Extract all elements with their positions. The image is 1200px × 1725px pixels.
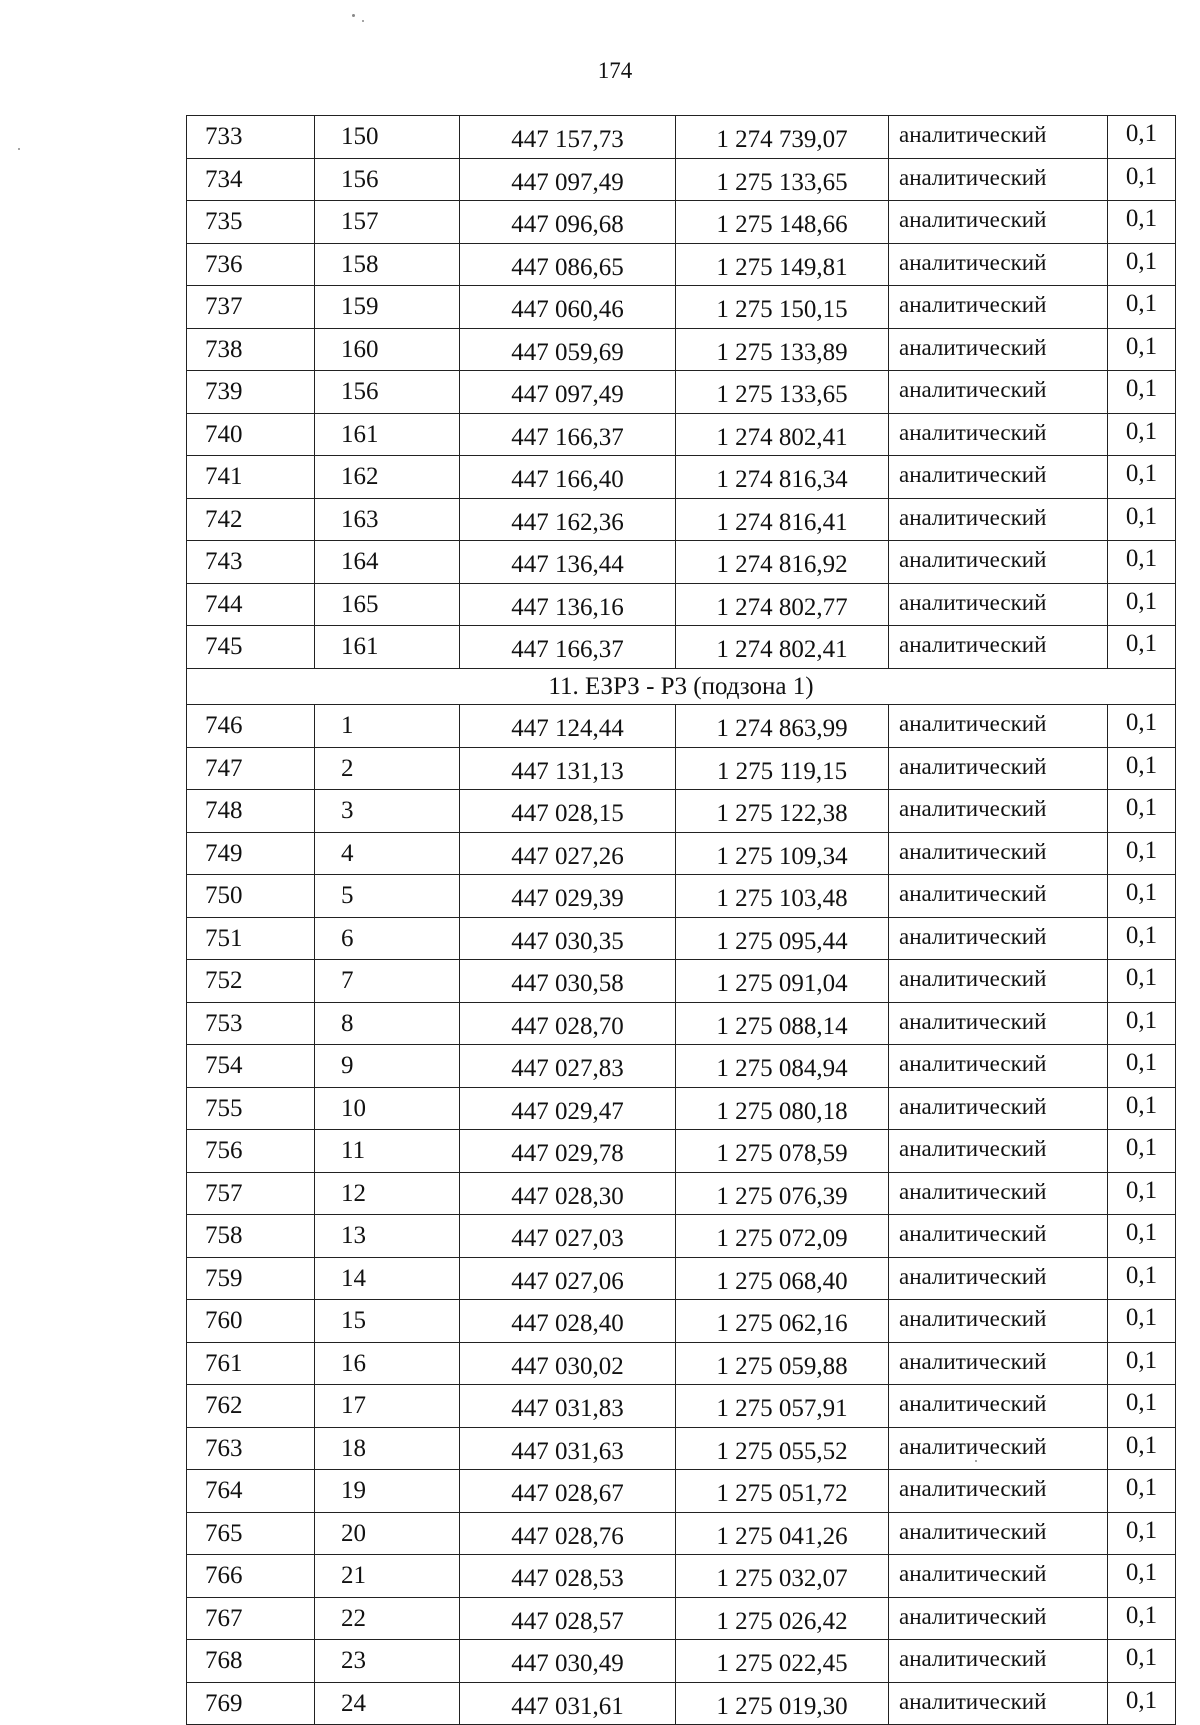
accuracy-cell: 0,1 — [1108, 790, 1176, 833]
y-coordinate-cell: 1 275 051,72 — [676, 1470, 889, 1513]
point-number-cell: 18 — [315, 1427, 460, 1470]
y-coordinate-cell: 1 275 084,94 — [676, 1045, 889, 1088]
y-coordinate-cell: 1 275 091,04 — [676, 960, 889, 1003]
point-number-cell: 12 — [315, 1172, 460, 1215]
row-number-cell: 761 — [187, 1342, 315, 1385]
accuracy-cell: 0,1 — [1108, 413, 1176, 456]
point-number-cell: 163 — [315, 498, 460, 541]
method-cell: аналитический — [889, 1130, 1108, 1173]
y-coordinate-cell: 1 275 119,15 — [676, 747, 889, 790]
accuracy-cell: 0,1 — [1108, 1470, 1176, 1513]
row-number-cell: 747 — [187, 747, 315, 790]
x-coordinate-cell: 447 028,57 — [460, 1597, 676, 1640]
y-coordinate-cell: 1 275 122,38 — [676, 790, 889, 833]
coordinates-table — [186, 115, 1176, 1725]
accuracy-cell: 0,1 — [1108, 1597, 1176, 1640]
accuracy-cell: 0,1 — [1108, 1045, 1176, 1088]
x-coordinate-cell: 447 097,49 — [460, 158, 676, 201]
point-number-cell: 17 — [315, 1385, 460, 1428]
table-row — [187, 875, 1176, 918]
y-coordinate-cell: 1 274 739,07 — [676, 116, 889, 159]
row-number-cell: 741 — [187, 456, 315, 499]
table-row — [187, 1470, 1176, 1513]
method-cell: аналитический — [889, 541, 1108, 584]
point-number-cell: 156 — [315, 158, 460, 201]
method-cell: аналитический — [889, 116, 1108, 159]
x-coordinate-cell: 447 124,44 — [460, 705, 676, 748]
method-cell: аналитический — [889, 790, 1108, 833]
x-coordinate-cell: 447 030,35 — [460, 917, 676, 960]
table-row — [187, 626, 1176, 669]
table-row — [187, 790, 1176, 833]
point-number-cell: 1 — [315, 705, 460, 748]
y-coordinate-cell: 1 274 816,34 — [676, 456, 889, 499]
y-coordinate-cell: 1 275 059,88 — [676, 1342, 889, 1385]
row-number-cell: 743 — [187, 541, 315, 584]
table-row — [187, 456, 1176, 499]
method-cell: аналитический — [889, 1597, 1108, 1640]
table-row — [187, 201, 1176, 244]
row-number-cell: 734 — [187, 158, 315, 201]
x-coordinate-cell: 447 029,39 — [460, 875, 676, 918]
table-row — [187, 1342, 1176, 1385]
table-row — [187, 286, 1176, 329]
x-coordinate-cell: 447 029,47 — [460, 1087, 676, 1130]
table-body-bottom — [187, 705, 1176, 1725]
y-coordinate-cell: 1 275 078,59 — [676, 1130, 889, 1173]
method-cell: аналитический — [889, 747, 1108, 790]
accuracy-cell: 0,1 — [1108, 1300, 1176, 1343]
accuracy-cell: 0,1 — [1108, 498, 1176, 541]
point-number-cell: 158 — [315, 243, 460, 286]
y-coordinate-cell: 1 275 062,16 — [676, 1300, 889, 1343]
method-cell: аналитический — [889, 1045, 1108, 1088]
x-coordinate-cell: 447 166,37 — [460, 626, 676, 669]
y-coordinate-cell: 1 275 088,14 — [676, 1002, 889, 1045]
method-cell: аналитический — [889, 243, 1108, 286]
method-cell: аналитический — [889, 626, 1108, 669]
method-cell: аналитический — [889, 832, 1108, 875]
x-coordinate-cell: 447 031,63 — [460, 1427, 676, 1470]
method-cell: аналитический — [889, 1385, 1108, 1428]
y-coordinate-cell: 1 275 019,30 — [676, 1682, 889, 1725]
table-row — [187, 1640, 1176, 1683]
table-row — [187, 1087, 1176, 1130]
table-row — [187, 1130, 1176, 1173]
row-number-cell: 744 — [187, 583, 315, 626]
x-coordinate-cell: 447 166,37 — [460, 413, 676, 456]
accuracy-cell: 0,1 — [1108, 1427, 1176, 1470]
accuracy-cell: 0,1 — [1108, 626, 1176, 669]
accuracy-cell: 0,1 — [1108, 1087, 1176, 1130]
method-cell: аналитический — [889, 583, 1108, 626]
row-number-cell: 736 — [187, 243, 315, 286]
table-row — [187, 1257, 1176, 1300]
accuracy-cell: 0,1 — [1108, 1342, 1176, 1385]
accuracy-cell: 0,1 — [1108, 875, 1176, 918]
point-number-cell: 157 — [315, 201, 460, 244]
row-number-cell: 739 — [187, 371, 315, 414]
method-cell: аналитический — [889, 1682, 1108, 1725]
x-coordinate-cell: 447 031,61 — [460, 1682, 676, 1725]
row-number-cell: 737 — [187, 286, 315, 329]
row-number-cell: 750 — [187, 875, 315, 918]
row-number-cell: 756 — [187, 1130, 315, 1173]
point-number-cell: 164 — [315, 541, 460, 584]
x-coordinate-cell: 447 086,65 — [460, 243, 676, 286]
row-number-cell: 745 — [187, 626, 315, 669]
table-row — [187, 371, 1176, 414]
y-coordinate-cell: 1 275 133,65 — [676, 158, 889, 201]
x-coordinate-cell: 447 030,49 — [460, 1640, 676, 1683]
x-coordinate-cell: 447 157,73 — [460, 116, 676, 159]
y-coordinate-cell: 1 275 133,65 — [676, 371, 889, 414]
point-number-cell: 21 — [315, 1555, 460, 1598]
accuracy-cell: 0,1 — [1108, 371, 1176, 414]
method-cell: аналитический — [889, 158, 1108, 201]
row-number-cell: 740 — [187, 413, 315, 456]
y-coordinate-cell: 1 275 133,89 — [676, 328, 889, 371]
x-coordinate-cell: 447 097,49 — [460, 371, 676, 414]
method-cell: аналитический — [889, 1640, 1108, 1683]
accuracy-cell: 0,1 — [1108, 583, 1176, 626]
accuracy-cell: 0,1 — [1108, 201, 1176, 244]
x-coordinate-cell: 447 027,03 — [460, 1215, 676, 1258]
accuracy-cell: 0,1 — [1108, 960, 1176, 1003]
y-coordinate-cell: 1 275 149,81 — [676, 243, 889, 286]
point-number-cell: 4 — [315, 832, 460, 875]
row-number-cell: 733 — [187, 116, 315, 159]
x-coordinate-cell: 447 136,16 — [460, 583, 676, 626]
accuracy-cell: 0,1 — [1108, 286, 1176, 329]
accuracy-cell: 0,1 — [1108, 1172, 1176, 1215]
point-number-cell: 11 — [315, 1130, 460, 1173]
accuracy-cell: 0,1 — [1108, 917, 1176, 960]
x-coordinate-cell: 447 059,69 — [460, 328, 676, 371]
table-row — [187, 1172, 1176, 1215]
point-number-cell: 160 — [315, 328, 460, 371]
row-number-cell: 748 — [187, 790, 315, 833]
table-row — [187, 917, 1176, 960]
y-coordinate-cell: 1 274 816,92 — [676, 541, 889, 584]
table-row — [187, 243, 1176, 286]
y-coordinate-cell: 1 274 802,77 — [676, 583, 889, 626]
point-number-cell: 3 — [315, 790, 460, 833]
point-number-cell: 150 — [315, 116, 460, 159]
table-row — [187, 1597, 1176, 1640]
point-number-cell: 20 — [315, 1512, 460, 1555]
method-cell: аналитический — [889, 705, 1108, 748]
row-number-cell: 751 — [187, 917, 315, 960]
x-coordinate-cell: 447 029,78 — [460, 1130, 676, 1173]
y-coordinate-cell: 1 275 068,40 — [676, 1257, 889, 1300]
x-coordinate-cell: 447 131,13 — [460, 747, 676, 790]
y-coordinate-cell: 1 275 095,44 — [676, 917, 889, 960]
point-number-cell: 8 — [315, 1002, 460, 1045]
table-row — [187, 1002, 1176, 1045]
y-coordinate-cell: 1 275 109,34 — [676, 832, 889, 875]
table-row — [187, 158, 1176, 201]
x-coordinate-cell: 447 028,67 — [460, 1470, 676, 1513]
method-cell: аналитический — [889, 1257, 1108, 1300]
table-row — [187, 541, 1176, 584]
page-number: 174 — [597, 58, 633, 83]
x-coordinate-cell: 447 028,76 — [460, 1512, 676, 1555]
x-coordinate-cell: 447 030,58 — [460, 960, 676, 1003]
table-row — [187, 1682, 1176, 1725]
point-number-cell: 165 — [315, 583, 460, 626]
point-number-cell: 13 — [315, 1215, 460, 1258]
x-coordinate-cell: 447 031,83 — [460, 1385, 676, 1428]
row-number-cell: 757 — [187, 1172, 315, 1215]
table-row — [187, 747, 1176, 790]
point-number-cell: 159 — [315, 286, 460, 329]
row-number-cell: 758 — [187, 1215, 315, 1258]
row-number-cell: 759 — [187, 1257, 315, 1300]
point-number-cell: 10 — [315, 1087, 460, 1130]
method-cell: аналитический — [889, 328, 1108, 371]
accuracy-cell: 0,1 — [1108, 456, 1176, 499]
row-number-cell: 766 — [187, 1555, 315, 1598]
y-coordinate-cell: 1 275 148,66 — [676, 201, 889, 244]
row-number-cell: 749 — [187, 832, 315, 875]
accuracy-cell: 0,1 — [1108, 832, 1176, 875]
scan-speck — [18, 148, 20, 150]
point-number-cell: 7 — [315, 960, 460, 1003]
row-number-cell: 768 — [187, 1640, 315, 1683]
method-cell: аналитический — [889, 498, 1108, 541]
row-number-cell: 742 — [187, 498, 315, 541]
point-number-cell: 19 — [315, 1470, 460, 1513]
table-row — [187, 1300, 1176, 1343]
table-row — [187, 413, 1176, 456]
x-coordinate-cell: 447 136,44 — [460, 541, 676, 584]
y-coordinate-cell: 1 275 041,26 — [676, 1512, 889, 1555]
point-number-cell: 14 — [315, 1257, 460, 1300]
x-coordinate-cell: 447 162,36 — [460, 498, 676, 541]
table-row — [187, 1555, 1176, 1598]
y-coordinate-cell: 1 275 032,07 — [676, 1555, 889, 1598]
accuracy-cell: 0,1 — [1108, 1130, 1176, 1173]
y-coordinate-cell: 1 275 057,91 — [676, 1385, 889, 1428]
x-coordinate-cell: 447 096,68 — [460, 201, 676, 244]
point-number-cell: 6 — [315, 917, 460, 960]
row-number-cell: 754 — [187, 1045, 315, 1088]
method-cell: аналитический — [889, 456, 1108, 499]
table-row — [187, 705, 1176, 748]
scan-speck — [975, 1460, 977, 1462]
method-cell: аналитический — [889, 286, 1108, 329]
method-cell: аналитический — [889, 875, 1108, 918]
accuracy-cell: 0,1 — [1108, 1555, 1176, 1598]
row-number-cell: 755 — [187, 1087, 315, 1130]
y-coordinate-cell: 1 275 072,09 — [676, 1215, 889, 1258]
point-number-cell: 162 — [315, 456, 460, 499]
x-coordinate-cell: 447 166,40 — [460, 456, 676, 499]
accuracy-cell: 0,1 — [1108, 1682, 1176, 1725]
table-row — [187, 1512, 1176, 1555]
y-coordinate-cell: 1 275 076,39 — [676, 1172, 889, 1215]
y-coordinate-cell: 1 275 080,18 — [676, 1087, 889, 1130]
accuracy-cell: 0,1 — [1108, 116, 1176, 159]
table-row — [187, 1385, 1176, 1428]
table-row — [187, 832, 1176, 875]
x-coordinate-cell: 447 028,70 — [460, 1002, 676, 1045]
point-number-cell: 2 — [315, 747, 460, 790]
method-cell: аналитический — [889, 960, 1108, 1003]
row-number-cell: 767 — [187, 1597, 315, 1640]
point-number-cell: 9 — [315, 1045, 460, 1088]
table-row — [187, 1045, 1176, 1088]
row-number-cell: 738 — [187, 328, 315, 371]
table-row — [187, 960, 1176, 1003]
method-cell: аналитический — [889, 371, 1108, 414]
method-cell: аналитический — [889, 1172, 1108, 1215]
x-coordinate-cell: 447 027,06 — [460, 1257, 676, 1300]
method-cell: аналитический — [889, 201, 1108, 244]
y-coordinate-cell: 1 275 022,45 — [676, 1640, 889, 1683]
x-coordinate-cell: 447 030,02 — [460, 1342, 676, 1385]
method-cell: аналитический — [889, 1215, 1108, 1258]
accuracy-cell: 0,1 — [1108, 1385, 1176, 1428]
point-number-cell: 15 — [315, 1300, 460, 1343]
accuracy-cell: 0,1 — [1108, 705, 1176, 748]
row-number-cell: 752 — [187, 960, 315, 1003]
accuracy-cell: 0,1 — [1108, 541, 1176, 584]
section-title: 11. ЕЗРЗ - Р3 (подзона 1) — [187, 668, 1176, 705]
x-coordinate-cell: 447 027,26 — [460, 832, 676, 875]
accuracy-cell: 0,1 — [1108, 243, 1176, 286]
y-coordinate-cell: 1 275 055,52 — [676, 1427, 889, 1470]
table-row — [187, 328, 1176, 371]
method-cell: аналитический — [889, 1300, 1108, 1343]
row-number-cell: 753 — [187, 1002, 315, 1045]
row-number-cell: 765 — [187, 1512, 315, 1555]
method-cell: аналитический — [889, 1470, 1108, 1513]
y-coordinate-cell: 1 274 816,41 — [676, 498, 889, 541]
accuracy-cell: 0,1 — [1108, 1257, 1176, 1300]
table-body-top — [187, 116, 1176, 669]
accuracy-cell: 0,1 — [1108, 1215, 1176, 1258]
y-coordinate-cell: 1 274 802,41 — [676, 626, 889, 669]
method-cell: аналитический — [889, 1002, 1108, 1045]
table-row — [187, 1215, 1176, 1258]
y-coordinate-cell: 1 274 863,99 — [676, 705, 889, 748]
table-row — [187, 583, 1176, 626]
point-number-cell: 161 — [315, 626, 460, 669]
scan-speck — [352, 14, 355, 17]
accuracy-cell: 0,1 — [1108, 1002, 1176, 1045]
accuracy-cell: 0,1 — [1108, 158, 1176, 201]
scan-speck — [362, 20, 364, 22]
x-coordinate-cell: 447 028,40 — [460, 1300, 676, 1343]
section-row — [187, 668, 1176, 705]
y-coordinate-cell: 1 275 150,15 — [676, 286, 889, 329]
y-coordinate-cell: 1 274 802,41 — [676, 413, 889, 456]
y-coordinate-cell: 1 275 026,42 — [676, 1597, 889, 1640]
table-row — [187, 116, 1176, 159]
method-cell: аналитический — [889, 1512, 1108, 1555]
row-number-cell: 762 — [187, 1385, 315, 1428]
point-number-cell: 5 — [315, 875, 460, 918]
y-coordinate-cell: 1 275 103,48 — [676, 875, 889, 918]
table-section-header — [187, 668, 1176, 705]
method-cell: аналитический — [889, 1342, 1108, 1385]
point-number-cell: 161 — [315, 413, 460, 456]
method-cell: аналитический — [889, 1427, 1108, 1470]
x-coordinate-cell: 447 028,15 — [460, 790, 676, 833]
point-number-cell: 23 — [315, 1640, 460, 1683]
accuracy-cell: 0,1 — [1108, 747, 1176, 790]
row-number-cell: 735 — [187, 201, 315, 244]
x-coordinate-cell: 447 027,83 — [460, 1045, 676, 1088]
row-number-cell: 764 — [187, 1470, 315, 1513]
table-row — [187, 498, 1176, 541]
accuracy-cell: 0,1 — [1108, 1512, 1176, 1555]
accuracy-cell: 0,1 — [1108, 328, 1176, 371]
row-number-cell: 760 — [187, 1300, 315, 1343]
point-number-cell: 24 — [315, 1682, 460, 1725]
point-number-cell: 156 — [315, 371, 460, 414]
method-cell: аналитический — [889, 1555, 1108, 1598]
method-cell: аналитический — [889, 917, 1108, 960]
point-number-cell: 16 — [315, 1342, 460, 1385]
method-cell: аналитический — [889, 413, 1108, 456]
row-number-cell: 769 — [187, 1682, 315, 1725]
point-number-cell: 22 — [315, 1597, 460, 1640]
x-coordinate-cell: 447 028,53 — [460, 1555, 676, 1598]
accuracy-cell: 0,1 — [1108, 1640, 1176, 1683]
row-number-cell: 763 — [187, 1427, 315, 1470]
method-cell: аналитический — [889, 1087, 1108, 1130]
x-coordinate-cell: 447 060,46 — [460, 286, 676, 329]
x-coordinate-cell: 447 028,30 — [460, 1172, 676, 1215]
row-number-cell: 746 — [187, 705, 315, 748]
table-row — [187, 1427, 1176, 1470]
